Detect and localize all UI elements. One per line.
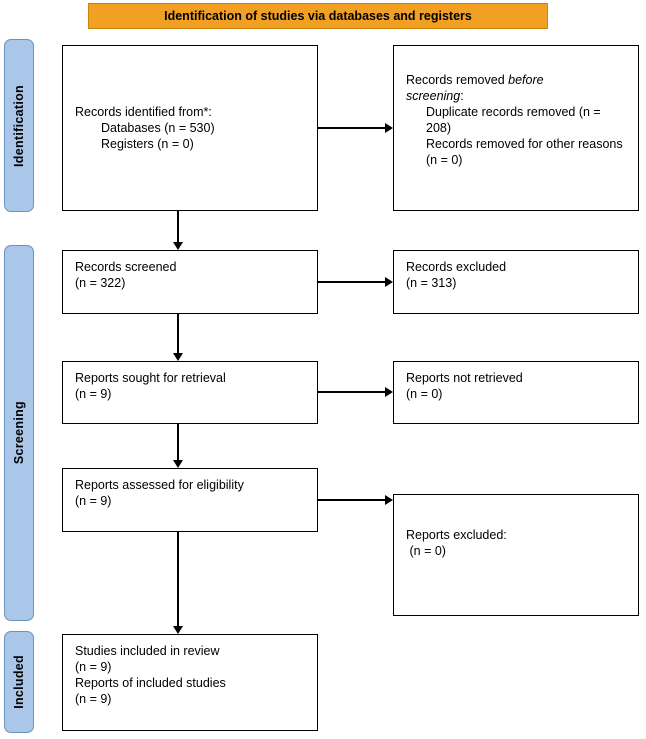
box-records-removed — [393, 45, 639, 211]
studies-included-line1: Studies included in review — [75, 644, 220, 658]
records-excluded-line1: Records excluded — [406, 260, 507, 274]
reports-excluded-line1: Reports excluded: — [406, 528, 507, 542]
stage-included-text: Included — [12, 655, 26, 709]
arrow-assessed-to-reports-excluded — [318, 499, 385, 501]
box-reports-excluded — [393, 494, 639, 616]
arrow-identified-to-screened — [177, 211, 179, 242]
studies-included-line2: (n = 9) — [75, 660, 112, 674]
box-studies-included — [62, 634, 318, 731]
records-identified-databases: Databases (n = 530) — [101, 121, 215, 135]
records-excluded-line2: (n = 313) — [406, 276, 457, 290]
reports-assessed-line1: Reports assessed for eligibility — [75, 478, 244, 492]
studies-included-line3: Reports of included studies — [75, 676, 226, 690]
records-removed-title-italic: before screening — [406, 73, 544, 103]
box-reports-not-retrieved — [393, 361, 639, 424]
arrow-sought-to-assessed — [177, 424, 179, 460]
stage-label-identification — [4, 39, 34, 212]
records-removed-duplicates: Duplicate records removed (n = 208) — [426, 105, 601, 135]
diagram-title-banner — [88, 3, 548, 29]
reports-sought-line1: Reports sought for retrieval — [75, 371, 226, 385]
arrow-screened-to-excluded — [318, 281, 385, 283]
box-reports-assessed — [62, 468, 318, 532]
records-screened-line2: (n = 322) — [75, 276, 126, 290]
records-removed-title-suffix: : — [460, 89, 464, 103]
records-removed-title — [406, 72, 578, 104]
reports-not-retrieved-line2: (n = 0) — [406, 387, 443, 401]
records-removed-title-prefix: Records removed — [406, 73, 509, 87]
arrow-assessed-to-included — [177, 532, 179, 626]
stage-label-screening — [4, 245, 34, 621]
stage-identification-text: Identification — [12, 84, 26, 167]
diagram-title: Identification of studies via databases and registers — [164, 9, 472, 23]
reports-excluded-line2: (n = 0) — [406, 544, 446, 558]
reports-sought-line2: (n = 9) — [75, 387, 112, 401]
box-records-excluded — [393, 250, 639, 314]
studies-included-line4: (n = 9) — [75, 692, 112, 706]
arrow-identified-to-removed — [318, 127, 385, 129]
reports-assessed-line2: (n = 9) — [75, 494, 112, 508]
reports-not-retrieved-line1: Reports not retrieved — [406, 371, 523, 385]
stage-label-included — [4, 631, 34, 733]
records-identified-title: Records identified from*: — [75, 105, 212, 119]
box-records-screened — [62, 250, 318, 314]
records-identified-registers: Registers (n = 0) — [101, 137, 194, 151]
box-records-identified — [62, 45, 318, 211]
arrow-sought-to-not-retrieved — [318, 391, 385, 393]
stage-screening-text: Screening — [12, 401, 26, 465]
records-removed-other: Records removed for other reasons (n = 0) — [426, 137, 623, 167]
records-screened-line1: Records screened — [75, 260, 177, 274]
arrow-screened-to-sought — [177, 314, 179, 353]
box-reports-sought — [62, 361, 318, 424]
